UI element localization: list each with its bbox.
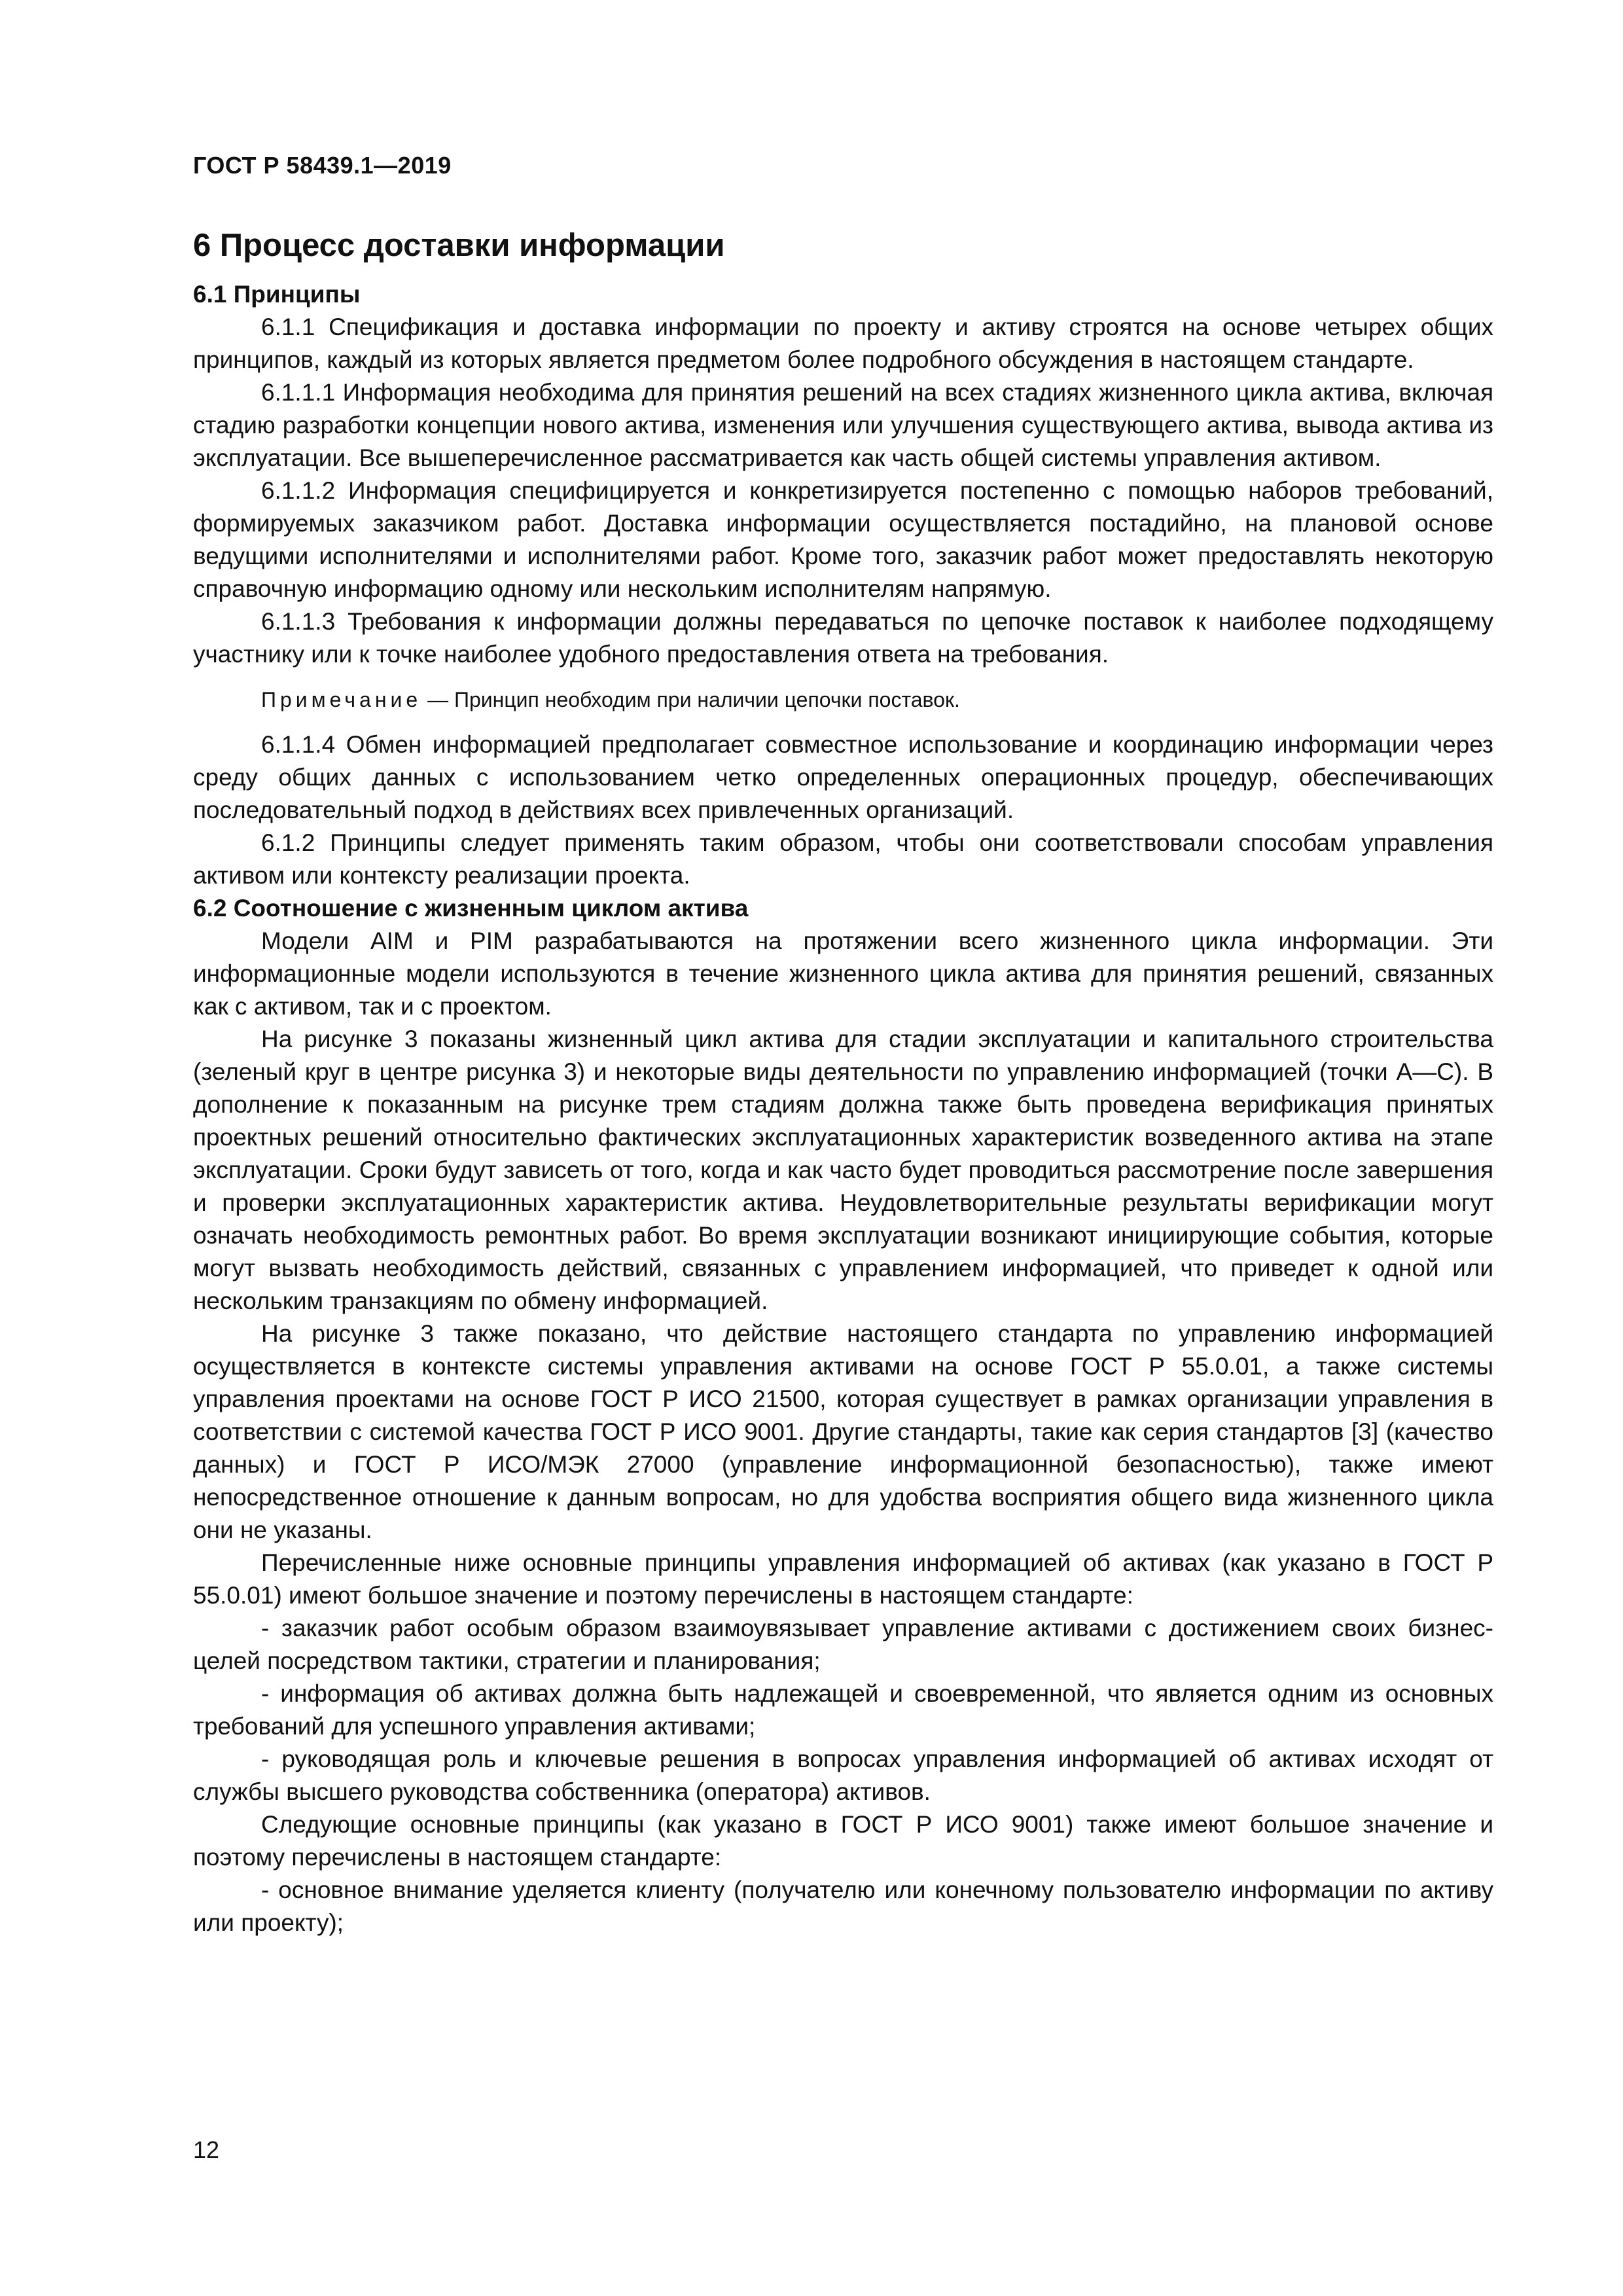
page-number: 12 xyxy=(193,2136,220,2163)
paragraph-6-2-d: Перечисленные ниже основные принципы управления информацией об активах (как указано в ГОСТ Р 55.0.01) имеют большое значение и поэтому перечислены в настоящем стандарте: xyxy=(193,1549,1493,1609)
note-label: Примечание xyxy=(261,688,422,711)
list-item: - заказчик работ особым образом взаимоувязывает управление активами с достижением своих бизнес-целей посредством тактики, стратегии и планирования; xyxy=(193,1615,1493,1674)
paragraph-6-1-1-2: 6.1.1.2 Информация специфицируется и конкретизируется постепенно с помощью наборов требований, формируемых заказчиком работ. Доставка информации осуществляется постадийно, на плановой основе ведущими исполнителями и исполнителями работ. Кроме того, заказчик работ может предоставлять некоторую справочную информацию одному или нескольким исполнителям напрямую. xyxy=(193,477,1493,602)
paragraph-6-1-1: 6.1.1 Спецификация и доставка информации по проекту и активу строятся на основе четырех общих принципов, каждый из которых является предметом более подробного обсуждения в настоящем стандарте. xyxy=(193,314,1493,373)
paragraph-6-2-e: Следующие основные принципы (как указано в ГОСТ Р ИСО 9001) также имеют большое значение и поэтому перечислены в настоящем стандарте: xyxy=(193,1811,1493,1871)
paragraph-6-1-2: 6.1.2 Принципы следует применять таким образом, чтобы они соответствовали способам управления активом или контексту реализации проекта. xyxy=(193,829,1493,889)
document-header: ГОСТ Р 58439.1—2019 xyxy=(193,152,452,179)
subsection-6-1-title: 6.1 Принципы xyxy=(193,281,361,308)
paragraph-6-1-1-3: 6.1.1.3 Требования к информации должны передаваться по цепочке поставок к наиболее подходящему участнику или к точке наиболее удобного предоставления ответа на требования. xyxy=(193,608,1493,668)
paragraph-6-2-b: На рисунке 3 показаны жизненный цикл актива для стадии эксплуатации и капитального строительства (зеленый круг в центре рисунка 3) и некоторые виды деятельности по управлению информацией (точки А—С). В дополнение к показанным на рисунке трем стадиям должна также быть проведена верификация принятых проектных решений относительно фактических эксплуатационных характеристик возведенного актива на этапе эксплуатации. Сроки будут зависеть от того, когда и как часто будет проводиться рассмотрение после завершения и проверки эксплуатационных характеристик актива. Неудовлетворительные результаты верификации могут означать необходимость ремонтных работ. Во время эксплуатации возникают инициирующие события, которые могут вызвать необходимость действий, связанных с управлением информацией, что приведет к одной или нескольким транзакциям по обмену информацией. xyxy=(193,1026,1493,1314)
page-content xyxy=(193,219,1493,1939)
paragraph-6-1-1-4: 6.1.1.4 Обмен информацией предполагает совместное использование и координацию информации через среду общих данных с использованием четко определенных операционных процедур, обеспечивающих последовательный подход в действиях всех привлеченных организаций. xyxy=(193,731,1493,823)
note-text: — Принцип необходим при наличии цепочки поставок. xyxy=(421,688,960,711)
paragraph-6-2-a: Модели AIM и PIM разрабатываются на протяжении всего жизненного цикла информации. Эти информационные модели используются в течение жизненного цикла актива для принятия решений, связанных как с активом, так и с проектом. xyxy=(193,927,1493,1020)
subsection-6-2-title: 6.2 Соотношение с жизненным циклом актива xyxy=(193,895,749,922)
paragraph-6-2-c: На рисунке 3 также показано, что действие настоящего стандарта по управлению информацией осуществляется в контексте системы управления активами на основе ГОСТ Р 55.0.01, а также системы управления проектами на основе ГОСТ Р ИСО 21500, которая существует в рамках организации управления в соответствии с системой качества ГОСТ Р ИСО 9001. Другие стандарты, такие как серия стандартов [3] (качество данных) и ГОСТ Р ИСО/МЭК 27000 (управление информационной безопасностью), также имеют непосредственное отношение к данным вопросам, но для удобства восприятия общего вида жизненного цикла они не указаны. xyxy=(193,1320,1493,1543)
list-item: - информация об активах должна быть надлежащей и своевременной, что является одним из основных требований для успешного управления активами; xyxy=(193,1680,1493,1740)
note xyxy=(193,684,1493,715)
paragraph-6-1-1-1: 6.1.1.1 Информация необходима для принятия решений на всех стадиях жизненного цикла актива, включая стадию разработки концепции нового актива, изменения или улучшения существующего актива, вывода актива из эксплуатации. Все вышеперечисленное рассматривается как часть общей системы управления активом. xyxy=(193,379,1493,471)
list-item: - руководящая роль и ключевые решения в вопросах управления информацией об активах исходят от службы высшего руководства собственника (оператора) активов. xyxy=(193,1746,1493,1805)
section-title: 6 Процесс доставки информации xyxy=(193,228,725,263)
list-item: - основное внимание уделяется клиенту (получателю или конечному пользователю информации по активу или проекту); xyxy=(193,1876,1493,1936)
